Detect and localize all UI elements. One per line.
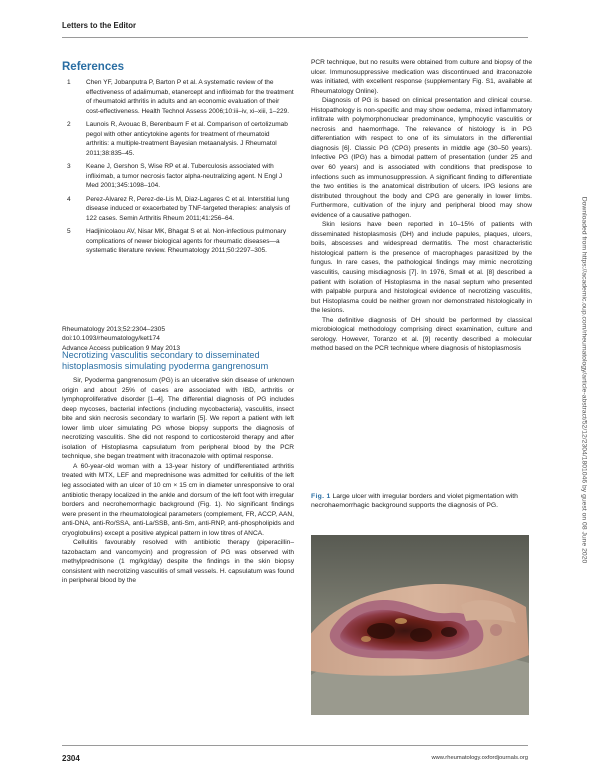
reference-number: 2 [67,121,71,128]
ulcer-photograph [311,535,529,715]
header-title: Letters to the Editor [62,21,137,30]
body-paragraph: Cellulitis favourably resolved with antibiotic therapy (piperacillin–tazobactam and vancomycin) and progression of PG was observed with methylprednisone (1 mg/kg/day) despite the findings in the skin biopsy consistent with necrotizing vasculitis of small vessels. H. capsulatum was found in peripheral blood by the [62,539,294,585]
reference-text: Perez-Alvarez R, Perez-de-Lis M, Diaz-Lagares C et al. Interstitial lung disease induced or exacerbated by TNF-targeted therapies: analysis of 122 cases. Semin Arthritis Rheum 2011;41:256–64. [86,195,291,222]
reference-number: 5 [67,228,71,235]
figure-label: Fig. 1 [311,493,331,500]
reference-item [62,162,294,191]
body-paragraph: PCR technique, but no results were obtained from culture and biopsy of the ulcer. Immunosuppressive medication was discontinued and itraconazole was initiated, with excellent response (supplementary Fig. S1, available at Rheumatology Online). [311,59,532,95]
advance-access-date: Advance Access publication 9 May 2013 [62,344,181,352]
reference-item [62,78,294,116]
figure-caption-text: Large ulcer with irregular borders and violet pigmentation with necrohaemorrhagic background supports the diagnosis of PG. [311,493,518,510]
journal-citation: Rheumatology 2013;52:2304–2305 [62,326,166,333]
references-heading: References [62,61,125,73]
download-watermark [579,120,589,640]
body-paragraph: Sir, Pyoderma gangrenosum (PG) is an ulcerative skin disease of unknown origin and about 25% of cases are associated with IBD, arthritis or lymphoproliferative disorder [1–4]. The differential diagnosis of PG includes deep mycoses, bacterial infections (including mycobacteria), vasculitis, insect bite and skin necrosis secondary to warfarin [5]. We report a patient with left lower limb ulcer simulating PG whose biopsy supports the diagnosis of necrotizing vasculitis. She did not respond to corticosteroid therapy and after isolation of Histoplasma capsulatum from peripheral blood by the PCR technique, she began treatment with itraconazole with optimal response. [62,377,294,461]
reference-text: Launois R, Avouac B, Berenbaum F et al. Comparison of certolizumab pegol with other anticytokine agents for treatment of rheumatoid arthritis: a multiple-treatment Bayesian metaanalysis. J Rheumatol 2011;38:835–45. [86,121,288,157]
page-number: 2304 [62,754,80,763]
reference-list [62,78,294,260]
ulcer-photo-illustration [311,535,529,715]
body-paragraph: Skin lesions have been reported in 10–15% of patients with disseminated histoplasmosis (DH) and include papules, plaques, ulcers, boils, abscesses and widespread dermatitis. The most characteristic histological pattern is the presence of macrophages parasitized by the fungus. In rare cases, the pathological findings may mimic necrotizing vasculitis, causing misdiagnosis [7]. In 1976, Small et al. [8] described a patient with isolation of Histoplasma in the nasal septum who presented with palpable purpura and histological evidence of necrotizing vasculitis, but Histoplasma could be neither grown nor demonstrated histologically in the lesions. [311,221,532,315]
reference-text: Chen YF, Jobanputra P, Barton P et al. A systematic review of the effectiveness of adalimumab, etanercept and infliximab for the treatment of rheumatoid arthritis in adults and an economic evaluation of their cost-effectiveness. Health Technol Assess 2006;10:iii–iv, xi–xiii, 1–229. [86,79,294,115]
reference-number: 4 [67,195,71,203]
reference-text: Hadjinicolaou AV, Nisar MK, Bhagat S et al. Non-infectious pulmonary complications of newer biological agents for rheumatic diseases—a systematic literature review. Rheumatology 2011;50:2297–305. [86,228,287,254]
page-header [62,18,528,38]
right-column-body [311,58,532,354]
footer-divider [62,745,528,746]
download-note-text: Downloaded from https://academic.oup.com/rheumatology/article-abstract/52/12/2304/1801046 by guest on 08 June 2020 [580,196,588,564]
reference-item [62,195,294,224]
article-title: Necrotizing vasculitis secondary to disseminated histoplasmosis simulating pyoderma gangrenosum [62,350,269,371]
journal-url[interactable]: www.rheumatology.oxfordjournals.org [431,755,528,761]
body-paragraph: The definitive diagnosis of DH should be performed by classical microbiological methodology comprising direct examination, culture and serology. However, Toranzo et al. [9] recently described a molecular method based on the PCR technique where diagnosis of histoplasmosis [311,316,532,353]
figure-caption [311,492,532,511]
left-column-body [62,376,294,586]
reference-item [62,227,294,256]
reference-number: 1 [67,79,71,86]
reference-number: 3 [67,163,71,170]
body-paragraph: A 60-year-old woman with a 13-year history of undifferentiated arthritis treated with MTX, LEF and meprednisone was admitted for cellulitis of the left leg associated with an ulcer of 10 cm × 15 cm in diameter unresponsive to oral antibiotic therapy localized in the ankle and dorsum of the left foot with irregular borders and necrohemorrhagic background (Fig. 1). No significant findings were present in the rheumatological parameters (complement, FR, ACCP, AAN, anti-DNA, anti-Ro/SSA, anti-La/SSB, anti-Sm, anti-RNP, anti-phospholipids and cryoglobulins) except a positive atypical pattern in low titres of ANCA. [62,462,294,537]
reference-text: Keane J, Gershon S, Wise RP et al. Tuberculosis associated with infliximab, a tumor necrosis factor alpha-neutralizing agent. N Engl J Med 2001;345:1098–104. [86,163,283,189]
reference-item [62,120,294,158]
article-metadata [62,325,294,353]
body-paragraph: Diagnosis of PG is based on clinical presentation and clinical course. Histopathology is non-specific and may show oedema, mixed inflammatory infiltrate with polymorphonuclear predominance, lymphocytic vasculitis or necrosis and haemorrhage. The relevance of histology is in PG differentiation with respect to one of its simulators in the differential diagnosis [6]. Classic PG (CPG) presents in middle age (30–50 years). Infective PG (IPG) has a bimodal pattern of presentation (under 25 and over 60 years) and is associated with conditions that predispose to infections such as immunosuppression. A significant finding to differentiate the two entities is the anatomical distribution of ulcers. IPG lesions are distributed throughout the body and CPG are generally in lower limbs. Furthermore, cultivation of the injury and peripheral blood may show evidence of a causative pathogen. [311,97,532,219]
doi-link[interactable]: doi:10.1093/rheumatology/ket174 [62,335,160,343]
